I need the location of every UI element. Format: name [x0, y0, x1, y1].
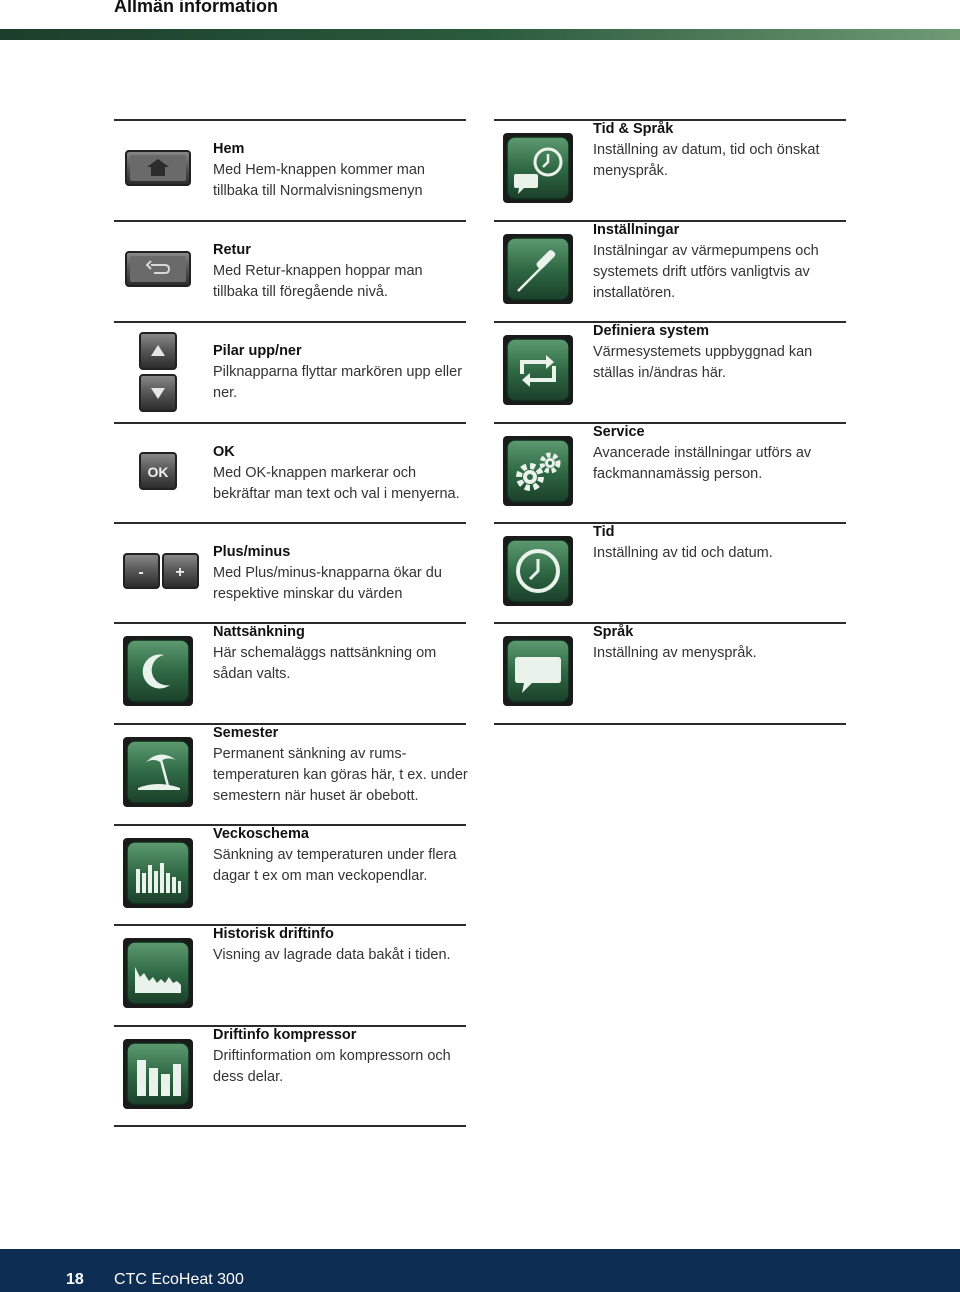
- section-rule: [114, 321, 466, 323]
- header-stripe: [0, 29, 960, 40]
- section-description: Med Plus/minus-knapparna ökar du respektive minskar du värden: [213, 565, 442, 602]
- section-veckoschema: [114, 824, 466, 925]
- minus-label: -: [138, 564, 144, 581]
- speech-bubble-icon: [502, 635, 574, 707]
- section-description: Avancerade inställningar utförs av fackmannamässig person.: [593, 445, 812, 482]
- section-title: Definiera system: [593, 323, 710, 339]
- section-plus-minus: [114, 522, 466, 623]
- section-rule: [114, 522, 466, 524]
- section-description: Här schemaläggs nattsänkning om sådan valts.: [213, 645, 437, 682]
- compressor-bars-icon: [122, 1038, 194, 1110]
- clock-speech-icon: [502, 132, 574, 204]
- section-description: Driftinformation om kompressorn och dess delar.: [213, 1048, 451, 1085]
- section-title: OK: [213, 444, 235, 460]
- section-ok: [114, 422, 466, 523]
- section-historisk-driftinfo: [114, 924, 466, 1025]
- section-rule: [494, 723, 846, 725]
- section-description: Med Hem-knappen kommer man tillbaka till Normalvisningsmenyn: [213, 162, 425, 199]
- section-rule: [114, 220, 466, 222]
- section-description: Inställning av menyspråk.: [593, 645, 757, 661]
- section-title: Hem: [213, 141, 245, 157]
- section-driftinfo-kompressor: [114, 1025, 466, 1126]
- ok-button-icon: [122, 435, 194, 507]
- section-title: Tid: [593, 524, 615, 540]
- section-definiera-system: [494, 321, 846, 422]
- page-header-title: Allmän information: [114, 0, 279, 16]
- weekly-schedule-icon: [122, 837, 194, 909]
- section-title: Retur: [213, 242, 251, 258]
- section-retur: [114, 220, 466, 321]
- section-pilar: [114, 321, 466, 422]
- section-description: Visning av lagrade data bakåt i tiden.: [213, 947, 451, 963]
- section-title: Inställningar: [593, 222, 680, 238]
- clock-icon: [502, 535, 574, 607]
- ok-label: OK: [147, 464, 169, 480]
- arrow-up-down-buttons-icon: [122, 331, 194, 413]
- section-title: Tid & Språk: [593, 121, 674, 137]
- section-rule: [114, 422, 466, 424]
- section-description: Instälningar av värmepumpens och systemets drift utförs vanligtvis av installatören.: [593, 243, 819, 301]
- section-description: Permanent sänkning av rums- temperaturen kan göras här, t ex. under semestern när huset är obebott.: [213, 746, 468, 804]
- beach-umbrella-icon: [122, 736, 194, 808]
- section-description: Inställning av datum, tid och önskat menyspråk.: [593, 142, 820, 179]
- screwdriver-icon: [502, 233, 574, 305]
- section-rule: [114, 1125, 466, 1127]
- return-button-icon: [122, 233, 194, 305]
- define-system-arrows-icon: [502, 334, 574, 406]
- section-rule: [114, 119, 466, 121]
- history-graph-icon: [122, 937, 194, 1009]
- page-number: 18: [66, 1271, 84, 1288]
- section-description: Värmesystemets uppbyggnad kan ställas in/ändras här.: [593, 344, 813, 381]
- section-title: Nattsänkning: [213, 624, 305, 640]
- section-description: Med Retur-knappen hoppar man tillbaka till föregående nivå.: [213, 263, 423, 300]
- section-title: Veckoschema: [213, 826, 309, 842]
- section-service: [494, 422, 846, 523]
- section-tid: [494, 522, 846, 623]
- section-description: Sänkning av temperaturen under flera dagar t ex om man veckopendlar.: [213, 847, 457, 884]
- section-description: Med OK-knappen markerar och bekräftar man text och val i menyerna.: [213, 465, 460, 502]
- section-title: Pilar upp/ner: [213, 343, 302, 359]
- section-installningar: [494, 220, 846, 321]
- section-title: Driftinfo kompressor: [213, 1027, 357, 1043]
- section-title: Service: [593, 424, 645, 440]
- section-description: Pilknapparna flyttar markören upp eller ner.: [213, 364, 463, 401]
- plus-minus-buttons-icon: [122, 535, 200, 607]
- section-nattsankning: [114, 622, 466, 723]
- section-tid-sprak: [494, 119, 846, 220]
- home-button-icon: [122, 132, 194, 204]
- section-sprak: [494, 622, 846, 723]
- plus-label: +: [175, 564, 185, 581]
- footer-band: [0, 1249, 960, 1292]
- section-description: Inställning av tid och datum.: [593, 545, 773, 561]
- gears-icon: [502, 435, 574, 507]
- section-title: Historisk driftinfo: [213, 926, 334, 942]
- section-hem: [114, 119, 466, 220]
- product-name: CTC EcoHeat 300: [114, 1271, 244, 1288]
- section-title: Språk: [593, 624, 634, 640]
- moon-icon: [122, 635, 194, 707]
- section-semester: [114, 723, 466, 824]
- section-title: Semester: [213, 725, 279, 741]
- section-title: Plus/minus: [213, 544, 291, 560]
